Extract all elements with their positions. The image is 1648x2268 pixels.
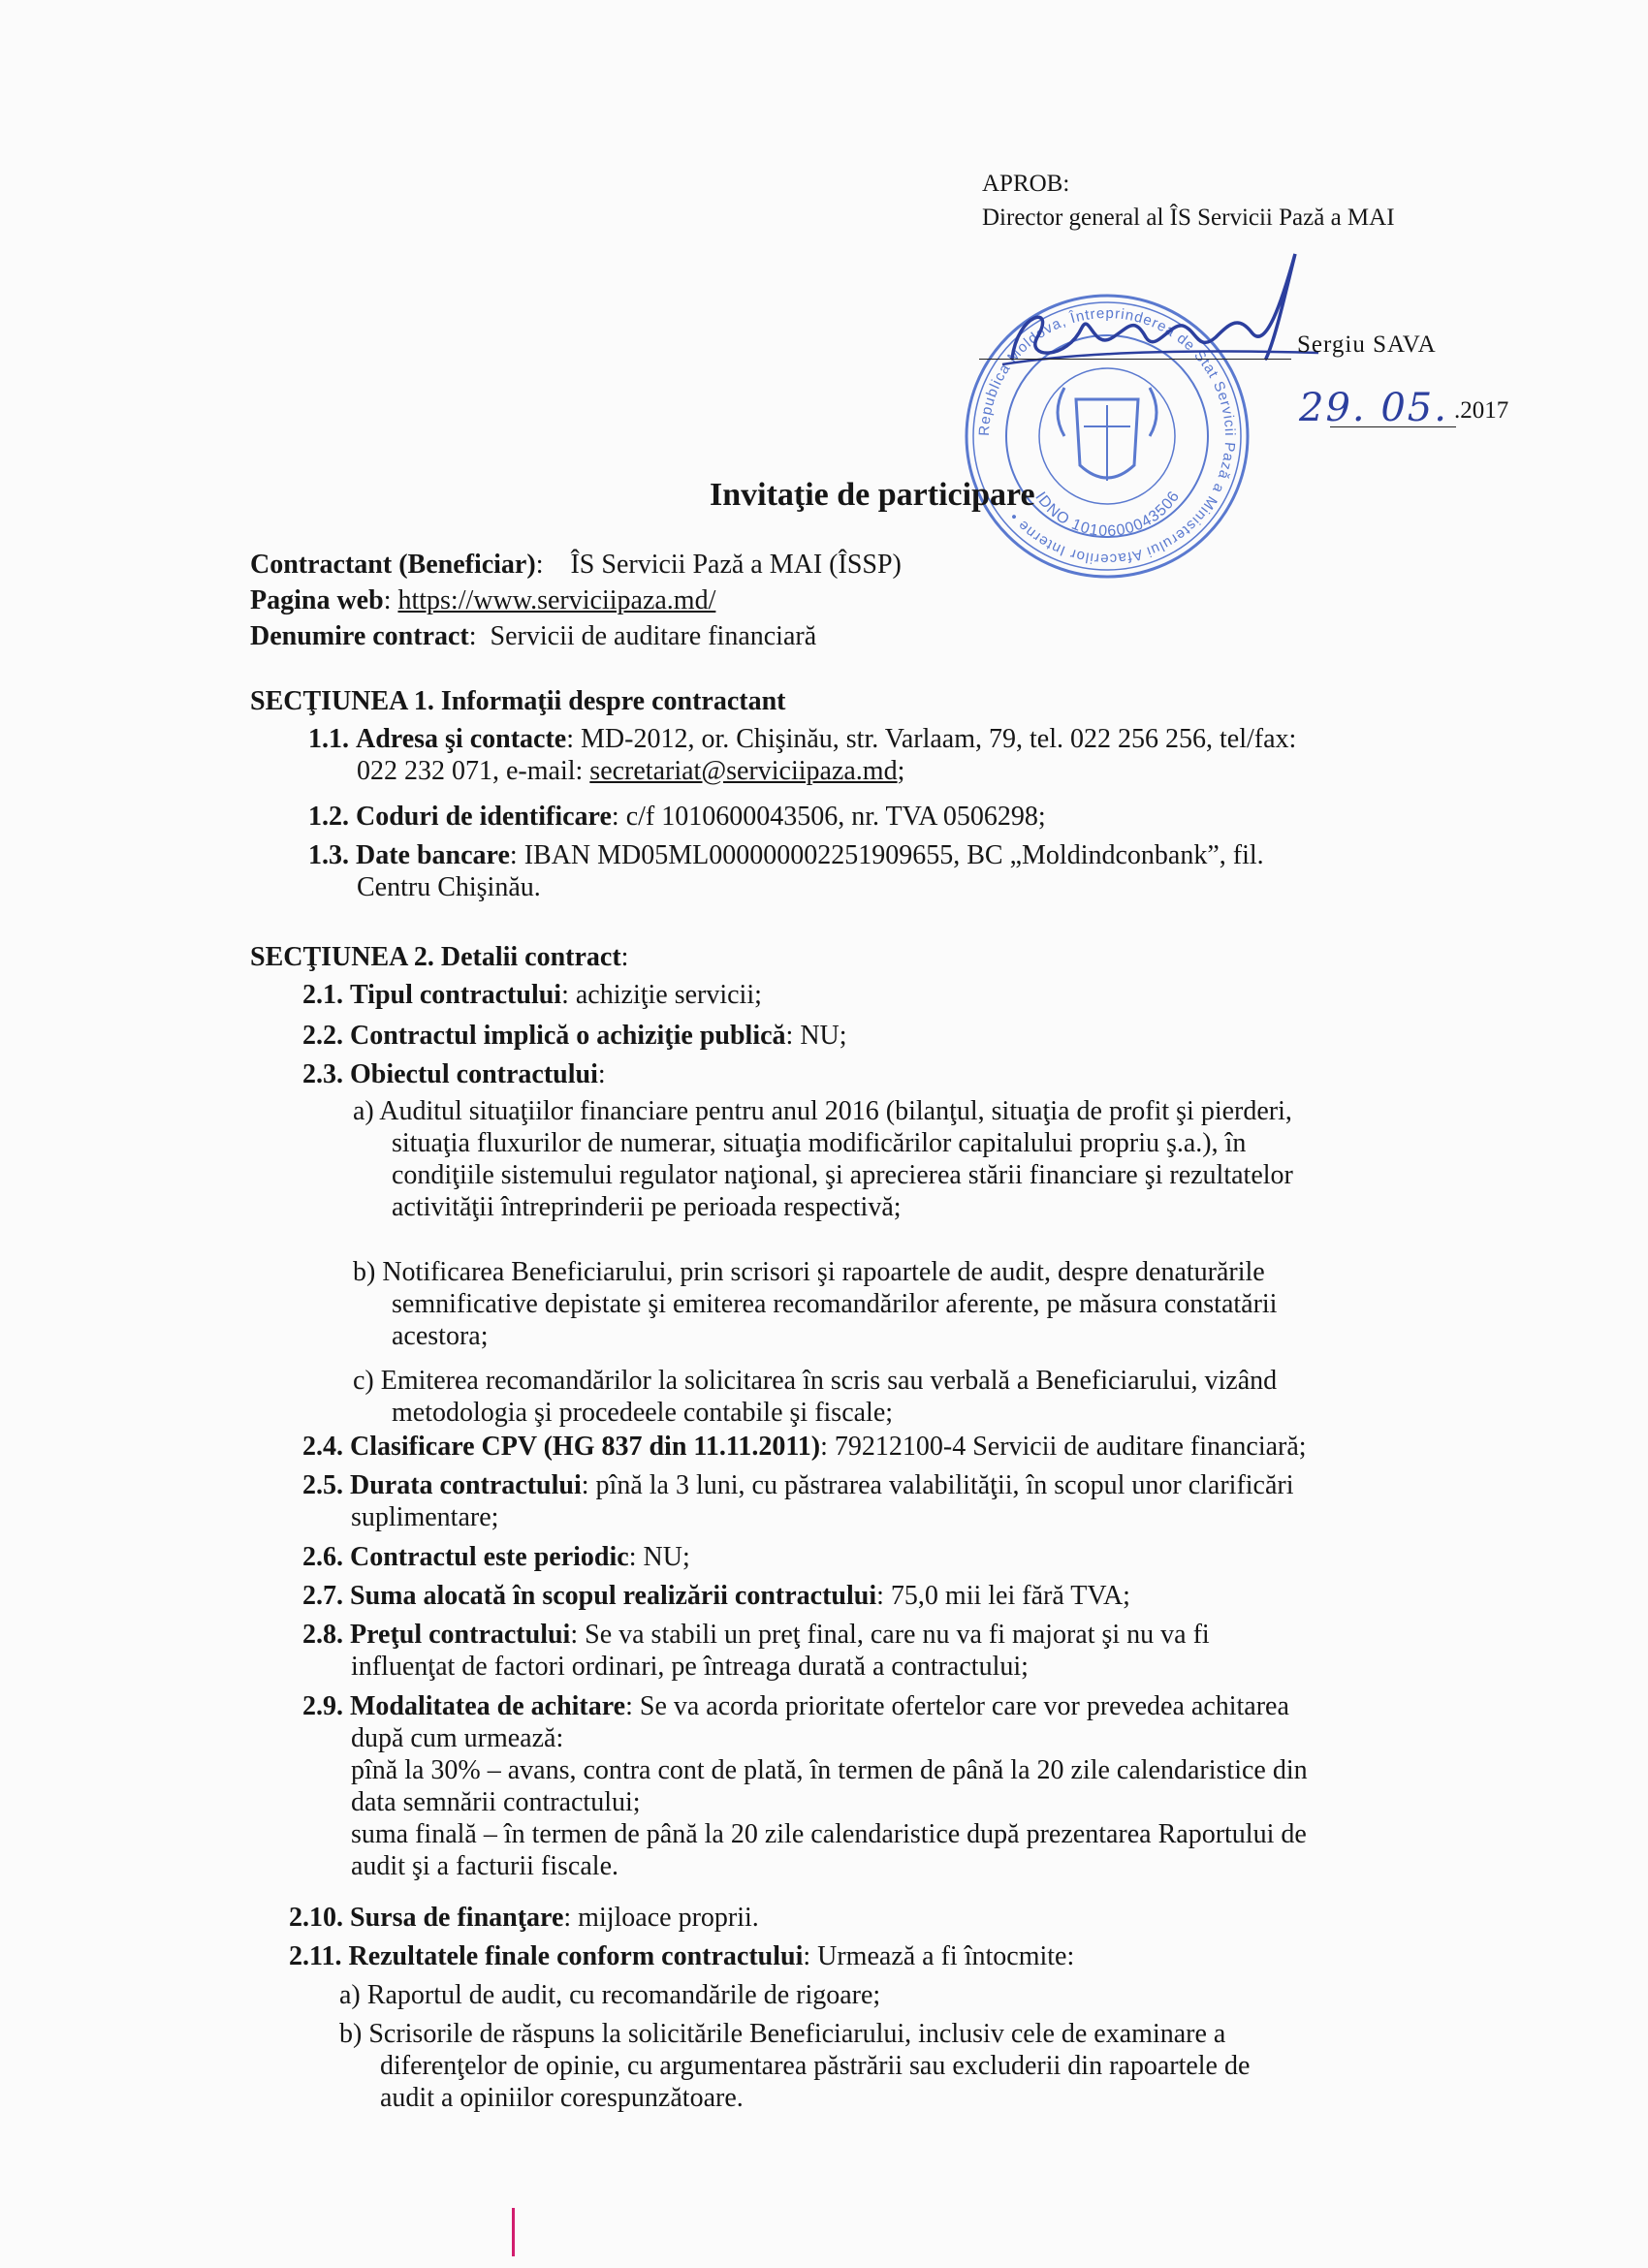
- beneficiary-value: ÎS Servicii Pază a MAI (ÎSSP): [570, 550, 902, 580]
- date-year: .2017: [1454, 397, 1509, 424]
- website-link[interactable]: https://www.serviciipaza.md/: [397, 585, 716, 615]
- beneficiary-label: Contractant (Beneficiar): [250, 550, 536, 580]
- section-2-title: SECŢIUNEA 2. Detalii contract:: [250, 942, 629, 972]
- contract-name-row: Denumire contract: Servicii de auditare financiară: [250, 621, 817, 651]
- item-2-2: 2.2. Contractul implică o achiziţie publică: NU;: [302, 1021, 847, 1051]
- website-row: Pagina web: https://www.serviciipaza.md/: [250, 585, 716, 615]
- beneficiary-row: Contractant (Beneficiar): ÎS Servicii Pază a MAI (ÎSSP): [250, 550, 902, 580]
- contract-name-value: Servicii de auditare financiară: [490, 621, 817, 651]
- website-label: Pagina web: [250, 585, 384, 615]
- item-2-6: 2.6. Contractul este periodic: NU;: [302, 1542, 690, 1572]
- contract-meta: [250, 547, 902, 654]
- handwritten-signature-icon: [998, 244, 1328, 380]
- item-2-9: 2.9. Modalitatea de achitare: Se va acorda prioritate ofertelor care vor prevedea achitarea după cum urmează: pînă la 30% – avans, contra cont de plată, în termen de până la 20 zile calendaristice din data semnării contractului; suma finală – în termen de până la 20 zile calendaristice după prezentarea Raportului de audit şi a facturii fiscale.: [302, 1691, 1308, 1881]
- object-subitem-a: a) Auditul situaţiilor financiare pentru anul 2016 (bilanţul, situaţia de profit şi pierderi, situaţia fluxurilor de numerar, situaţia modificărilor capitalului propriu ş.a.), în condiţiile sistemului regulator naţional, şi aprecierea stării financiare şi rezultatelor activităţii întreprinderii pe perioada respectivă;: [353, 1096, 1293, 1222]
- item-2-1: 2.1. Tipul contractului: achiziţie servicii;: [302, 980, 762, 1010]
- director-name: Sergiu SAVA: [1297, 331, 1437, 358]
- contract-name-label: Denumire contract: [250, 621, 469, 651]
- approval-block: [982, 167, 1395, 235]
- handwritten-date: 29. 05.: [1299, 386, 1448, 430]
- item-1-1: 1.1. Adresa şi contacte: MD-2012, or. Chişinău, str. Varlaam, 79, tel. 022 256 256, tel/fax: 022 232 071, e-mail: secretariat@serviciipaza.md;: [308, 724, 1297, 786]
- approval-label: APROB:: [982, 171, 1070, 197]
- red-pen-mark: [512, 2208, 515, 2256]
- item-2-5: 2.5. Durata contractului: pînă la 3 luni, cu păstrarea valabilităţii, în scopul unor clarificări suplimentare;: [302, 1470, 1294, 1532]
- item-1-2: 1.2. Coduri de identificare: c/f 1010600043506, nr. TVA 0506298;: [308, 802, 1046, 832]
- document-title: Invitaţie de participare: [710, 477, 1035, 513]
- svg-text:Republica Moldova, Întreprinde: Republica Moldova, Întreprinderea de Stat Servicii Pază a Ministerului Afacerilor Interne •: [975, 304, 1239, 568]
- item-2-10: 2.10. Sursa de finanţare: mijloace proprii.: [289, 1903, 759, 1933]
- approval-position: Director general al ÎS Servicii Pază a MAI: [982, 205, 1395, 231]
- svg-text:IDNO 1010600043506: IDNO 1010600043506: [1031, 488, 1184, 541]
- results-subitem-b: b) Scrisorile de răspuns la solicitările Beneficiarului, inclusiv cele de examinare a diferenţelor de opinie, cu argumentarea păstrării sau excluderii din rapoartele de audit a opiniilor corespunzătoare.: [339, 2019, 1251, 2113]
- item-2-11: 2.11. Rezultatele finale conform contractului: Urmează a fi întocmite:: [289, 1941, 1075, 1971]
- signature-line: [979, 359, 1291, 360]
- object-subitem-c: c) Emiterea recomandărilor la solicitarea în scris sau verbală a Beneficiarului, vizând metodologia şi procedeele contabile şi fiscale;: [353, 1366, 1278, 1428]
- email-link[interactable]: secretariat@serviciipaza.md: [589, 756, 898, 786]
- results-subitem-a: a) Raportul de audit, cu recomandările de rigoare;: [339, 1980, 881, 2010]
- object-subitem-b: b) Notificarea Beneficiarului, prin scrisori şi rapoartele de audit, despre denaturările semnificative depistate şi emiterea recomandărilor aferente, pe măsura constatării acestora;: [353, 1257, 1278, 1351]
- item-2-3: 2.3. Obiectul contractului:: [302, 1059, 606, 1089]
- section-1-title: SECŢIUNEA 1. Informaţii despre contractant: [250, 686, 786, 716]
- item-1-3: 1.3. Date bancare: IBAN MD05ML000000002251909655, BC „Moldindconbank”, fil. Centru Chişinău.: [308, 840, 1264, 902]
- item-2-4: 2.4. Clasificare CPV (HG 837 din 11.11.2011): 79212100-4 Servicii de auditare financiară;: [302, 1432, 1307, 1462]
- item-2-7: 2.7. Suma alocată în scopul realizării contractului: 75,0 mii lei fără TVA;: [302, 1581, 1130, 1611]
- item-2-8: 2.8. Preţul contractului: Se va stabili un preţ final, care nu va fi majorat şi nu va fi influenţat de factori ordinari, pe întreaga durată a contractului;: [302, 1620, 1210, 1682]
- date-line: [1330, 426, 1456, 427]
